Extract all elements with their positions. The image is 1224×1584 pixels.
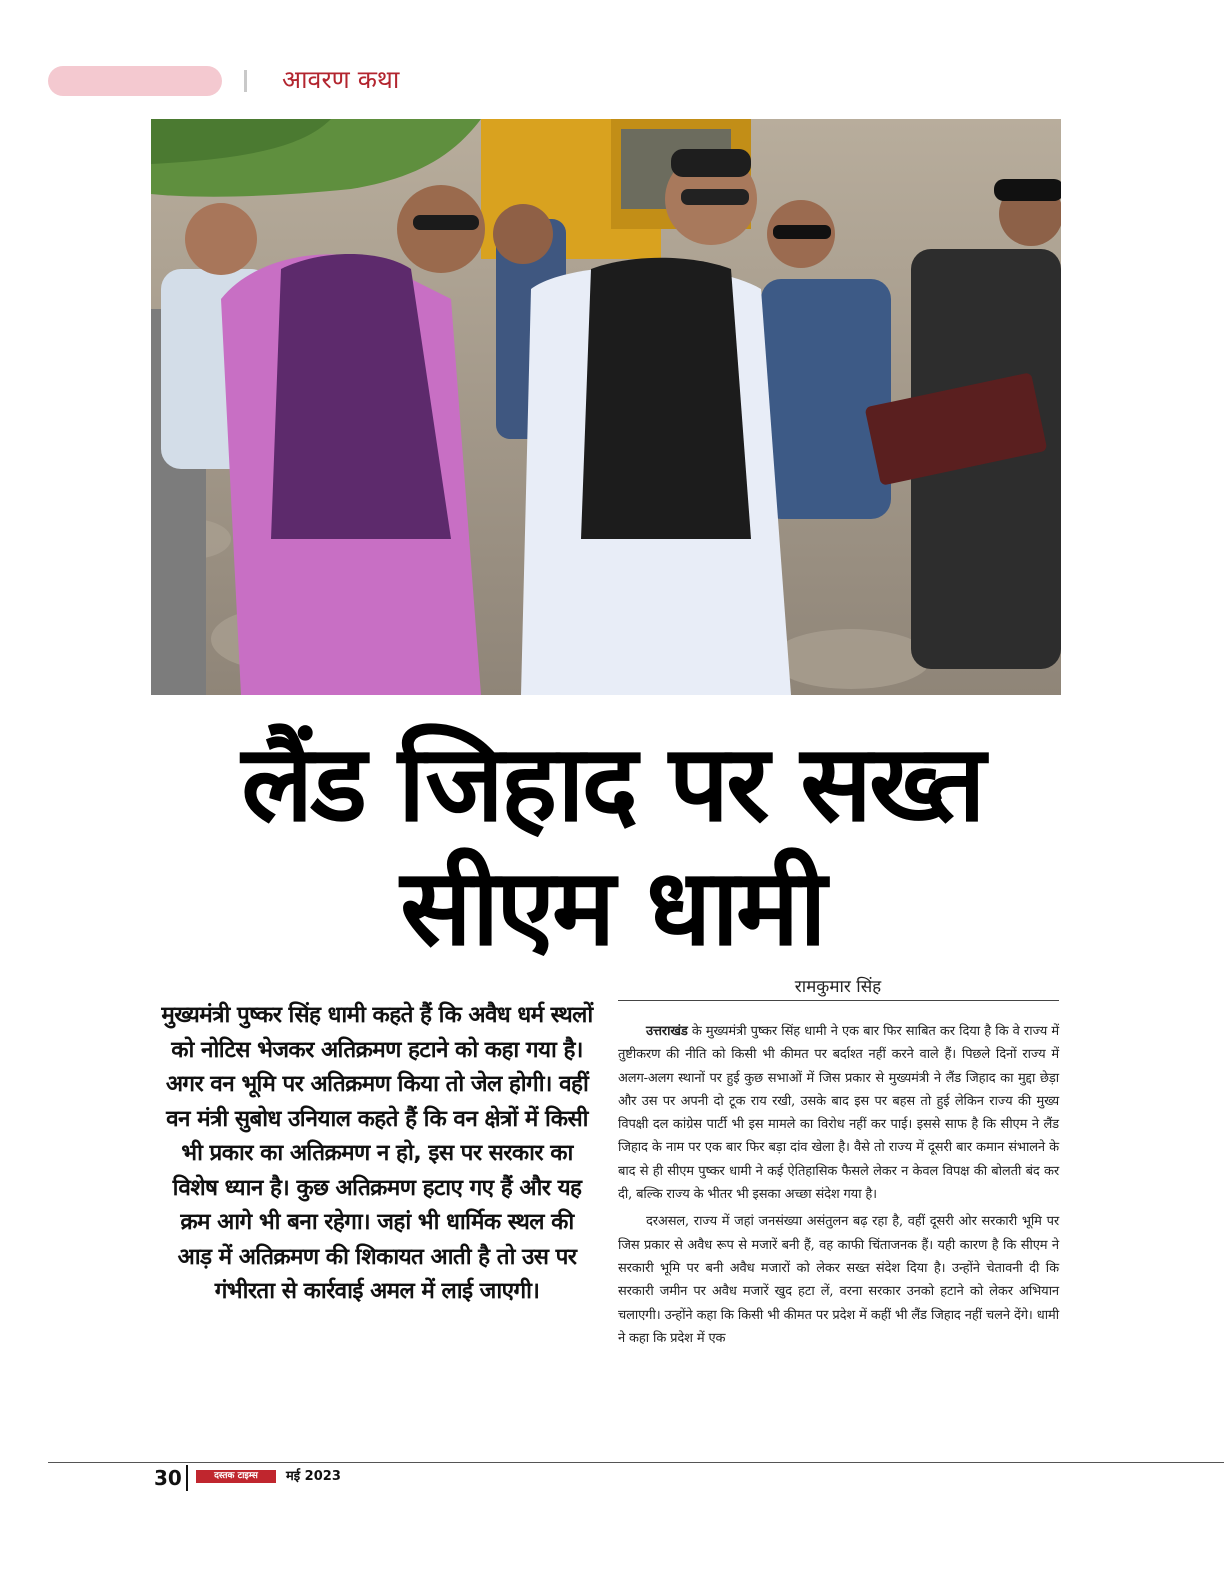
pull-quote: मुख्यमंत्री पुष्कर सिंह धामी कहते हैं कि अवैध धर्म स्थलों को नोटिस भेजकर अतिक्रमण हटाने को कहा गया है। अगर वन भूमि पर अतिक्रमण किया तो जेल होगी। वहीं वन मंत्री सुबोध उनियाल कहते हैं कि वन क्षेत्रों में किसी भी प्रकार का अतिक्रमण न हो, इस पर सरकार का विशेष ध्यान है। कुछ अतिक्रमण हटाए गए हैं और यह क्रम आगे भी बना रहेगा। जहां भी धार्मिक स्थल की आड़ में अतिक्रमण की शिकायत आती है तो उस पर गंभीरता से कार्रवाई अमल में लाई जाएगी। xyxy=(161,1002,593,1304)
byline-rule xyxy=(618,1000,1059,1001)
page-number: 30 xyxy=(154,1466,182,1490)
headline-line-2: सीएम धामी xyxy=(400,846,824,969)
header-separator xyxy=(244,70,247,92)
headline-line-1: लैंड जिहाद पर सख्त xyxy=(241,722,983,845)
footer-rule xyxy=(48,1462,1224,1463)
article-paragraph xyxy=(618,1020,1059,1206)
issue-date: मई 2023 xyxy=(286,1469,341,1484)
header-pill xyxy=(48,66,222,96)
paragraph-1-text: के मुख्यमंत्री पुष्कर सिंह धामी ने एक बार फिर साबित कर दिया है कि वे राज्य में तुष्टीकरण की नीति को किसी भी कीमत पर बर्दाश्त नहीं करने वाले हैं। पिछले दिनों राज्य में अलग-अलग स्थानों पर हुई कुछ सभाओं में जिस प्रकार से मुख्यमंत्री ने लैंड जिहाद का मुद्दा छेड़ा और उस पर अपनी दो टूक राय रखी, उसके बाद इस पर बहस तो हुई लेकिन राज्य की मुख्य विपक्षी दल कांग्रेस पार्टी भी इस मामले का विरोध नहीं कर पाई। इससे साफ है कि सीएम ने लैंड जिहाद के नाम पर एक बार फिर बड़ा दांव खेला है। वैसे तो राज्य में दूसरी बार कमान संभालने के बाद से ही सीएम पुष्कर धामी ने कई ऐतिहासिक फैसले लेकर न केवल विपक्ष की बोलती बंद कर दी, बल्कि राज्य के भीतर भी इसका अच्छा संदेश गया है। xyxy=(618,1024,1059,1203)
section-label: आवरण कथा xyxy=(282,65,400,94)
article-body xyxy=(618,1020,1059,1350)
lead-word: उत्तराखंड xyxy=(646,1024,688,1039)
byline: रामकुमार सिंह xyxy=(794,977,882,997)
cover-photo xyxy=(151,119,1061,695)
headline xyxy=(150,722,1074,970)
magazine-logo: दस्तक टाइम्स xyxy=(196,1470,276,1483)
footer-separator xyxy=(186,1465,188,1491)
article-paragraph-2: दरअसल, राज्य में जहां जनसंख्या असंतुलन बढ़ रहा है, वहीं दूसरी ओर सरकारी भूमि पर जिस प्रकार से अवैध रूप से मजारें बनी हैं, वह काफी चिंताजनक हैं। यही कारण है कि सीएम ने सरकारी भूमि पर बनी अवैध मजारों को लेकर सख्त संदेश दिया है। उन्होंने चेतावनी दी कि सरकारी जमीन पर अवैध मजारें खुद हटा लें, वरना सरकार उनको हटाने को लेकर अभियान चलाएगी। उन्होंने कहा कि किसी भी कीमत पर प्रदेश में कहीं भी लैंड जिहाद नहीं चलने देंगे। धामी ने कहा कि प्रदेश में एक xyxy=(618,1214,1059,1346)
